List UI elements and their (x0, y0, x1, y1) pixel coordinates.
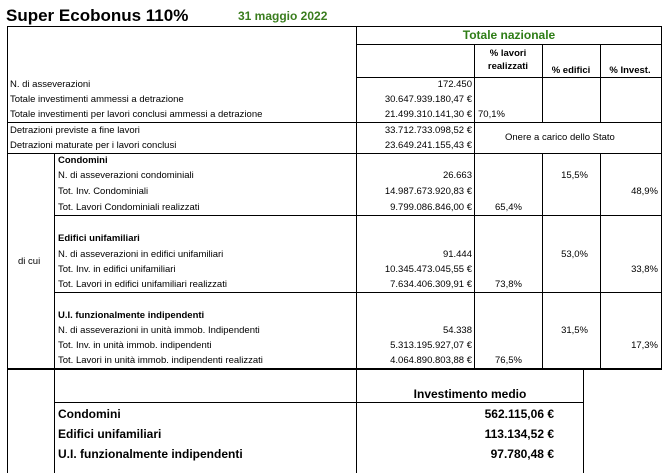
group-row-lavori: 73,8% (495, 279, 522, 290)
group-row-label: N. di asseverazioni in edifici unifamiliari (58, 249, 224, 260)
summary-value: 97.780,48 € (490, 447, 554, 461)
group-row-value: 7.634.406.309,91 € (390, 279, 472, 290)
onere-note: Onere a carico dello Stato (505, 132, 615, 143)
summary-value: 562.115,06 € (484, 407, 554, 421)
summary-value: 113.134,52 € (484, 427, 554, 441)
row-value: 33.712.733.098,52 € (384, 125, 472, 136)
group-row-label: Tot. Lavori Condominiali realizzati (58, 202, 200, 213)
report-date: 31 maggio 2022 (238, 9, 328, 23)
group-row-invest: 33,8% (631, 264, 658, 275)
group-row-value: 10.345.473.045,55 € (384, 264, 472, 275)
col-header-lavori-line1: % lavori (489, 48, 527, 59)
page-title: Super Ecobonus 110% (6, 6, 189, 25)
col-header-invest: % Invest. (609, 65, 651, 76)
summary-header: Investimento medio (413, 387, 527, 401)
group-row-value: 9.799.086.846,00 € (390, 202, 472, 213)
group-row-edifici: 53,0% (561, 249, 588, 260)
group-row-edifici: 31,5% (561, 325, 588, 336)
row-label: Detrazioni previste a fine lavori (10, 125, 140, 136)
group-title: U.I. funzionalmente indipendenti (58, 310, 205, 321)
group-row-invest: 48,9% (631, 186, 658, 197)
group-title: Condomini (58, 155, 108, 166)
section-title: Totale nazionale (462, 28, 556, 42)
summary-label: Edifici unifamiliari (58, 427, 162, 441)
col-header-lavori-line2: realizzati (487, 61, 529, 72)
summary-label: Condomini (58, 407, 121, 421)
col-header-edifici: % edifici (551, 65, 591, 76)
group-row-value: 5.313.195.927,07 € (390, 340, 472, 351)
group-row-label: N. di asseverazioni in unità immob. Indipendenti (58, 325, 260, 336)
group-row-label: Tot. Inv. in edifici unifamiliari (58, 264, 176, 275)
row-lavori-pct: 70,1% (478, 109, 505, 120)
group-row-lavori: 65,4% (495, 202, 522, 213)
summary-label: U.I. funzionalmente indipendenti (58, 447, 243, 461)
row-label: Totale investimenti per lavori conclusi ammessi a detrazione (10, 109, 263, 120)
group-row-label: Tot. Lavori in unità immob. indipendenti realizzati (58, 355, 263, 366)
group-row-value: 26.663 (442, 170, 472, 181)
row-value: 30.647.939.180,47 € (384, 94, 472, 105)
row-value: 21.499.310.141,30 € (384, 109, 472, 120)
group-row-edifici: 15,5% (561, 170, 588, 181)
group-row-label: Tot. Inv. in unità immob. indipendenti (58, 340, 212, 351)
group-row-invest: 17,3% (631, 340, 658, 351)
group-row-value: 54.338 (442, 325, 472, 336)
row-value: 172.450 (437, 79, 472, 90)
group-row-label: Tot. Lavori in edifici unifamiliari realizzati (58, 279, 227, 290)
group-row-value: 14.987.673.920,83 € (384, 186, 472, 197)
group-row-value: 91.444 (442, 249, 472, 260)
row-label: Detrazioni maturate per i lavori conclusi (10, 140, 177, 151)
col-header-lavori (474, 47, 542, 73)
group-row-lavori: 76,5% (495, 355, 522, 366)
row-value: 23.649.241.155,43 € (384, 140, 472, 151)
row-label: N. di asseverazioni (10, 79, 91, 90)
group-row-label: Tot. Inv. Condominiali (58, 186, 149, 197)
row-label: Totale investimenti ammessi a detrazione (10, 94, 184, 105)
group-row-value: 4.064.890.803,88 € (390, 355, 472, 366)
group-row-label: N. di asseverazioni condominiali (58, 170, 194, 181)
dicui-label: di cui (18, 256, 41, 267)
group-title: Edifici unifamiliari (58, 233, 140, 244)
